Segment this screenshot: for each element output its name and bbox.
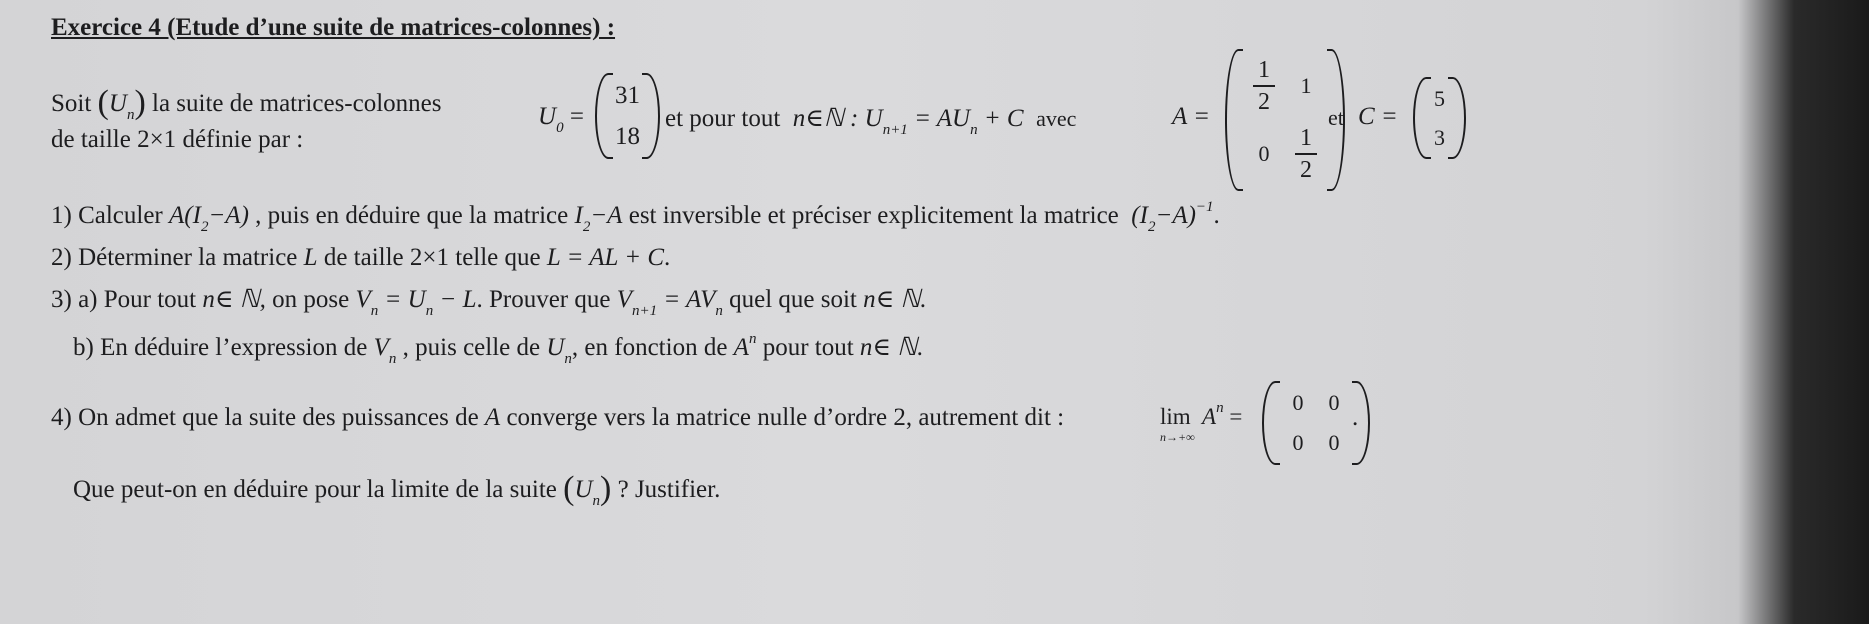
intro-line-1: Soit $(U_n)$ la suite de matrices-colonnes [51, 84, 442, 123]
n-in-N: n∈ℕ : [792, 105, 859, 132]
intro-line-2 [51, 126, 303, 154]
question-3b: b) En déduire l’expression de $V_n$ , puis celle de $U_n$, en fonction de $A^n$ pour tout n∈ ℕ. [73, 331, 924, 367]
seq-symbol: U [108, 90, 127, 117]
question-4: 4) On admet que la suite des puissances de A converge vers la matrice nulle d’ordre 2, autrement dit : [51, 404, 1065, 431]
a-label: A = [1172, 103, 1210, 130]
c-matrix [1413, 78, 1466, 158]
matrix-entry: 5 [1434, 85, 1445, 111]
zero-matrix: 0 0 0 0 [1262, 382, 1370, 464]
limit-expression: lim n→+∞ [1160, 404, 1195, 444]
limit-rhs: $A^n$ = [1202, 400, 1243, 429]
intro-text: Soit [51, 90, 92, 117]
u0-matrix [595, 74, 660, 158]
question-3a: 3) a) Pour tout n∈ ℕ, on pose $V_n = U_n - L$. Prouver que $V_{n+1} = AV_n$ quel que soit n∈ ℕ. [51, 286, 927, 319]
intro-text: définie par : [182, 126, 304, 153]
seq-subscript: n [126, 107, 135, 123]
q4-end: . [1352, 404, 1359, 431]
question-2: 2) Déterminer la matrice L de taille 2×1 telle que L = AL + C. [51, 244, 671, 271]
a-matrix: $\frac{1}{2}$ 1 0 $\frac{1}{2}$ [1225, 50, 1345, 190]
matrix-size: 2×1 [137, 126, 177, 153]
matrix-entry: 3 [1434, 124, 1445, 150]
recurrence-line: et pour tout n∈ℕ : $U_{n+1} = AU_n + C$ avec [665, 105, 1077, 138]
exercise-title: Exercice 4 (Etude d’une suite de matrices-colonnes) : [51, 14, 616, 41]
question-1: 1) Calculer $A(I_2-A)$ , puis en déduire que la matrice $I_2-A$ est inversible et préciser explicitement la matrice $(I_2-A)^{-1}$. [51, 199, 1220, 235]
u0-label: $U_0$ = [538, 103, 584, 136]
intro-text: la suite de matrices-colonnes [152, 90, 442, 117]
intro-text: de taille [51, 126, 131, 153]
et-text: et [1328, 105, 1344, 130]
matrix-entry: 31 [615, 81, 640, 109]
c-label: C = [1358, 103, 1398, 130]
matrix-entry: 18 [615, 122, 640, 150]
question-4-line-2: Que peut-on en déduire pour la limite de la suite $(U_n)$ ? Justifier. [73, 470, 721, 509]
